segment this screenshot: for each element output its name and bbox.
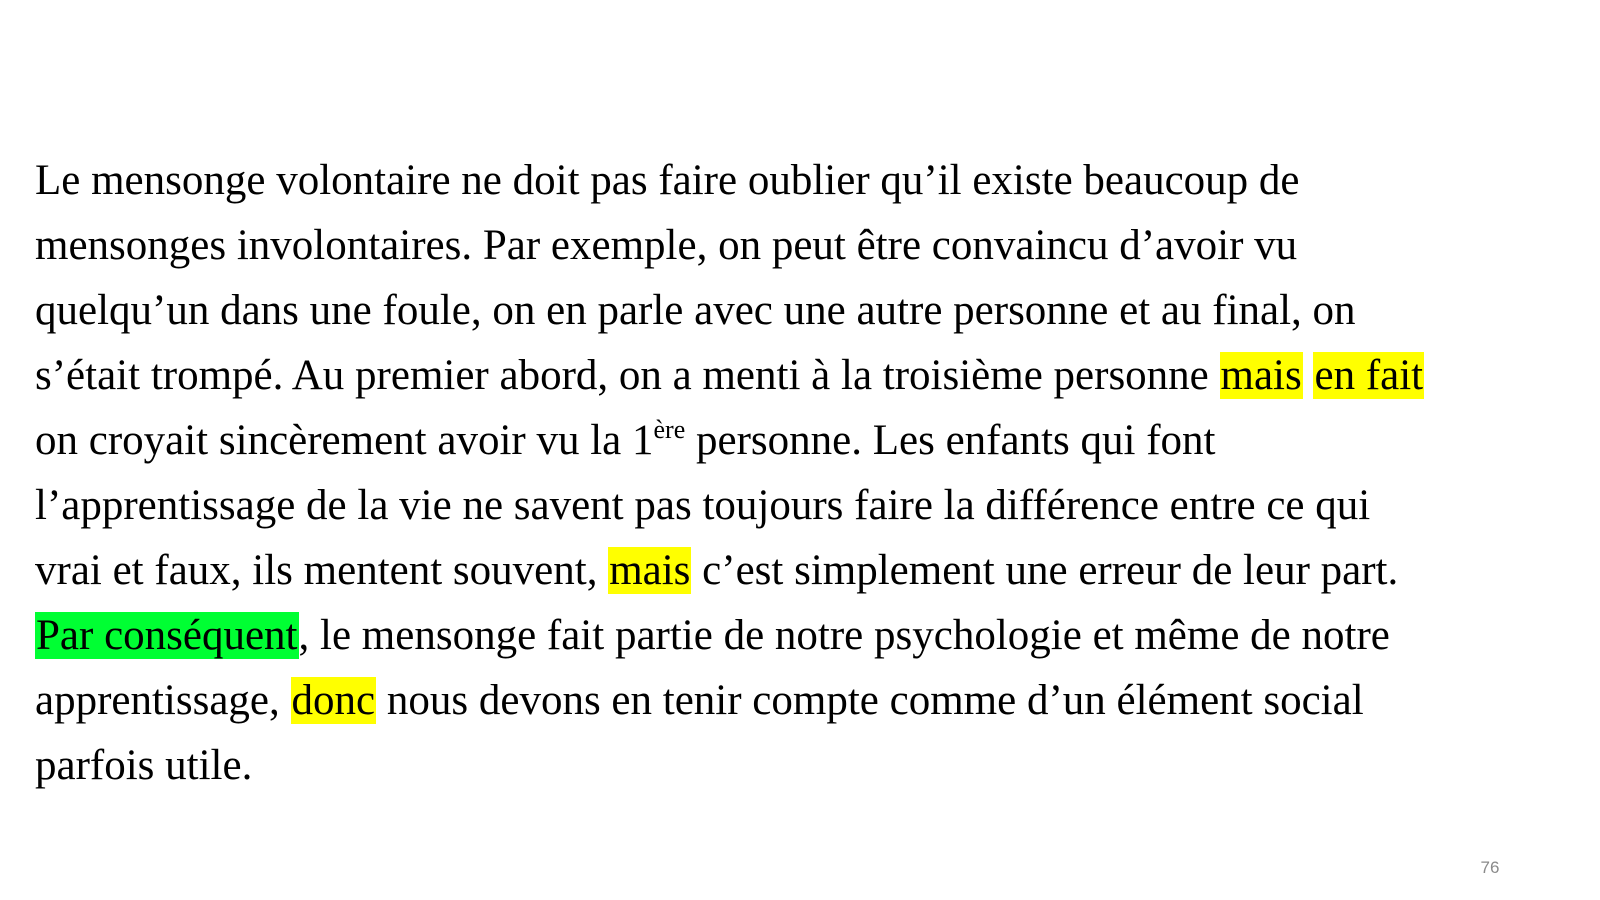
text-run: parfois utile. [35,742,253,789]
text-line [35,473,1575,538]
text-run [1303,352,1314,399]
highlighted-word: Par conséquent [36,612,298,659]
text-run: s’était trompé. Au premier abord, on a menti à la troisième personne [35,352,1220,399]
highlighted-word: mais [609,547,691,594]
text-line [35,213,1575,278]
text-line [35,538,1575,603]
text-run: vrai et faux, ils mentent souvent, [35,547,609,594]
text-run: mensonges involontaires. Par exemple, on peut être convaincu d’avoir vu [35,222,1298,269]
text-line [35,408,1575,473]
text-run: Le mensonge volontaire ne doit pas faire oublier qu’il existe beaucoup de [35,157,1300,204]
highlighted-word: mais [1220,352,1302,399]
highlighted-word: donc [291,677,376,724]
text-line [35,343,1575,408]
text-line [35,733,1575,798]
text-run: , le mensonge fait partie de notre psychologie et même de notre [298,612,1390,659]
highlighted-word: en fait [1314,352,1424,399]
text-run: personne. Les enfants qui font [685,417,1216,464]
text-run: l’apprentissage de la vie ne savent pas toujours faire la différence entre ce qui [35,482,1371,529]
text-run: on croyait sincèrement avoir vu la 1 [35,417,654,464]
text-run: c’est simplement une erreur de leur part. [691,547,1399,594]
text-line [35,148,1575,213]
text-line [35,278,1575,343]
text-run: quelqu’un dans une foule, on en parle avec une autre personne et au final, on [35,287,1356,334]
page-number: 76 [1480,858,1500,877]
text-line [35,668,1575,733]
body-paragraph [35,148,1575,798]
text-run: nous devons en tenir compte comme d’un élément social [376,677,1364,724]
superscript-text: ère [653,415,686,444]
text-run: apprentissage, [35,677,291,724]
text-line [35,603,1575,668]
